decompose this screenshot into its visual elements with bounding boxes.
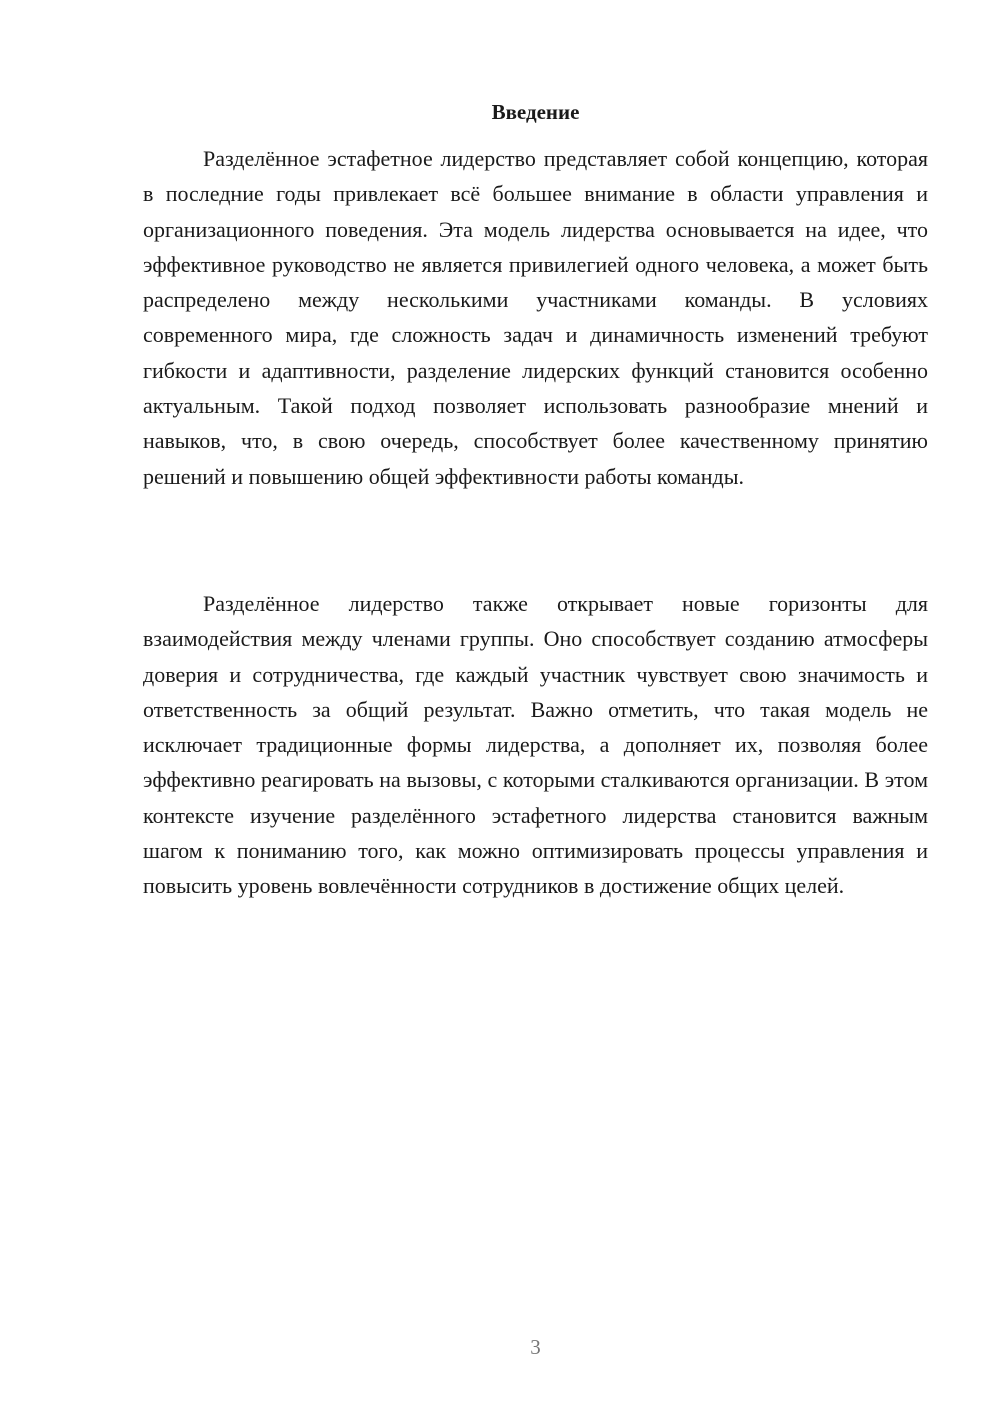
- paragraph-intro: Разделённое эстафетное лидерство представляет собой концепцию, которая в последние годы привлекает всё большее внимание в области управления и организационного поведения. Эта модель лидерства основывается на идее, что эффективное руководство не является привилегией одного человека, а может быть распределено между несколькими участниками команды. В условиях современного мира, где сложность задач и динамичность изменений требуют гибкости и адаптивности, разделение лидерских функций становится особенно актуальным. Такой подход позволяет использовать разнообразие мнений и навыков, что, в свою очередь, способствует более качественному принятию решений и повышению общей эффективности работы команды.: [143, 146, 928, 489]
- paragraph-second: Разделённое лидерство также открывает новые горизонты для взаимодействия между членами группы. Оно способствует созданию атмосферы доверия и сотрудничества, где каждый участник чувствует свою значимость и ответственность за общий результат. Важно отметить, что такая модель не исключает традиционные формы лидерства, а дополняет их, позволяя более эффективно реагировать на вызовы, с которыми сталкиваются организации. В этом контексте изучение разделённого эстафетного лидерства становится важным шагом к пониманию того, как можно оптимизировать процессы управления и повысить уровень вовлечённости сотрудников в достижение общих целей.: [143, 591, 928, 899]
- section-heading: Введение: [491, 100, 580, 124]
- page-number: 3: [530, 1335, 541, 1359]
